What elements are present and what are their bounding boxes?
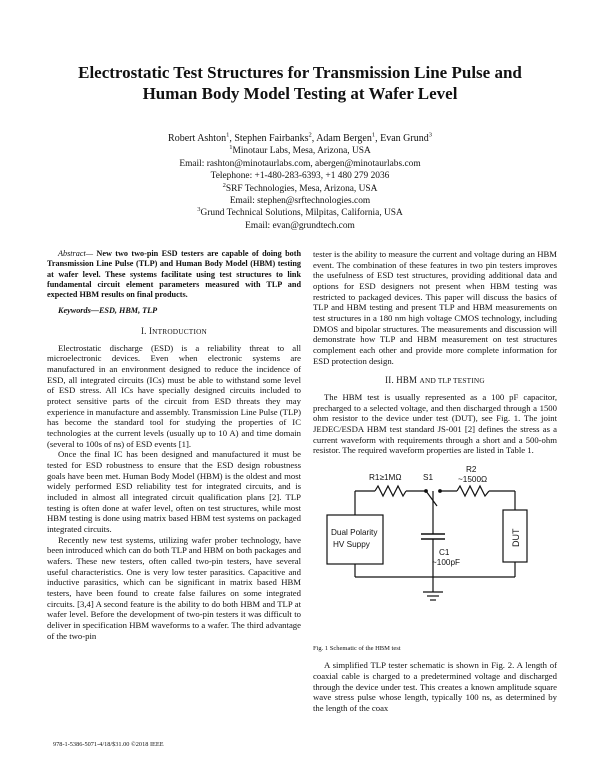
affiliation-sup: 2 xyxy=(308,131,312,139)
phone-1: Telephone: +1-480-283-6393, +1 480 279 2036 xyxy=(210,171,390,182)
resistor-r2 xyxy=(457,486,489,496)
affiliation-3: $^3$Grund Technical Solutions, Milpitas, California, USA xyxy=(197,206,403,219)
abstract xyxy=(47,249,301,300)
keywords: Keywords—ESD, HBM, TLP xyxy=(58,306,158,316)
body-paragraph: The HBM test is usually represented as a 100 pF capacitor, precharged to a selected voltage, and then discharged through a 1500 ohm resistor to the device under test (DUT), see Fig. 1. The joint JEDEC/ESDA HBM test standard JS-001 [2] defines the stress as a current waveform with requirements through a short and a 500-ohm resistor. The required waveform properties are listed in Table 1. xyxy=(313,391,557,456)
c1-value: ~100pF xyxy=(432,557,460,567)
section-heading-introduction: I. INTRODUCTION xyxy=(140,326,208,337)
left-column xyxy=(47,249,301,641)
supply-label-line1: Dual Polarity xyxy=(331,527,378,537)
c1-label: C1 xyxy=(439,547,450,557)
body-paragraph: tester is the ability to measure the current and voltage during an HBM event. The combination of these features in two pin testers improves the usefulness of ESD test structures, providing additional data and options for ESD designers not present when HBM testing was restricted to packaged devices. This paper will discuss the basics of TLP and HBM testing and present TLP and HBM measurements on test structures in a 180 nm high voltage CMOS technology, including DMOS and bipolar structures. The measurements and discussion will demonstrate how TLP and HBM measurement on test structures complement each other and provide more complete information for ESD protection design. xyxy=(313,249,557,366)
body-paragraph: Once the final IC has been designed and manufactured it must be tested for ESD robustness to ensure that the ESD design robustness goals have been met. Human Body Model (HBM) is the oldest and most widely performed ESD reliability test for integrated circuits, and is included in almost all integrated circuit qualification plans [2]. TLP testing is often done at wafer level, often on test structures, while most HBM testing is done using matrix based HBM test systems on packaged integrated circuits. xyxy=(47,449,301,534)
body-paragraph: Recently new test systems, utilizing wafer prober technology, have been introduced which can do both TLP and HBM on both packages and wafers. These new testers, often called two-pin testers, have several useful characteristics. One is very low tester parasitics. Capacitive and inductive parasitics, which can be significant in matrix based HBM testers, have been found to create false failures on some integrated circuits. [3,4] A second feature is the ability to do both HBM and TLP at wafer level. Before the development of two-pin testers it was difficult to deliver in specification HBM waveforms to a wafer. The third advantage of the two-pin xyxy=(47,534,301,641)
figure-hbm-schematic xyxy=(313,462,557,642)
affiliation-sup: 3 xyxy=(428,131,432,139)
author-name: Adam Bergen xyxy=(316,133,372,144)
affiliation-1: $^1$Minotaur Labs, Mesa, Arizona, USA xyxy=(229,144,371,157)
body-paragraph: Electrostatic discharge (ESD) is a reliability threat to all microelectronic devices. Even when electronic systems are manufactured in an environment designed to reduce the incidence of ESD, all integrated circuits (ICs) must be able to withstand some level of ESD stress. All ICs have specially designed circuits included to protect sensitive parts of the circuit from ESD threats they may experience in manufacture and assembly. Transmission Line Pulse (TLP) has become the standard tool for studying the properties of IC technologies at the current levels (usually up to 10 A) and time domain (several to 100s of ns) of ESD events [1]. xyxy=(47,342,301,449)
abstract-label: Abstract— xyxy=(58,249,94,258)
email-3: Email: evan@grundtech.com xyxy=(245,220,355,231)
author-name: Stephen Fairbanks xyxy=(234,133,309,144)
affiliation-sup: 1 xyxy=(371,131,376,139)
r1-label: R1≥1MΩ xyxy=(369,472,402,482)
paper-title xyxy=(40,62,560,104)
copyright-footer: 978-1-5386-5071-4/18/$31.00 ©2018 IEEE xyxy=(53,741,164,748)
s1-label: S1 xyxy=(423,472,434,482)
right-column xyxy=(313,249,557,714)
section-heading-hbm-tlp: II. HBM AND TLP TESTING xyxy=(385,375,485,386)
author-names: Robert Ashton$^1$, Stephen Fairbanks$^2$, Adam Bergen$^1$, Evan Grund$^3$ xyxy=(168,131,432,144)
affiliation-sup: 1 xyxy=(226,131,230,139)
figure-caption: Fig. 1 Schematic of the HBM test xyxy=(313,644,401,652)
hbm-schematic-svg xyxy=(313,462,557,642)
email-1: Email: rashton@minotaurlabs.com, abergen@minotaurlabs.com xyxy=(179,158,421,169)
abstract-text: New two two-pin ESD testers are capable of doing both Transmission Line Pulse (TLP) and Human Body Model (HBM) testing at wafer level. These systems facilitate using test structures to link fundamental circuit element parameters measured with TLP and expected HBM results on final products. xyxy=(47,249,301,300)
author-name: Evan Grund xyxy=(380,133,429,144)
title-line-1: Electrostatic Test Structures for Transmission Line Pulse and xyxy=(78,63,522,82)
title-line-2: Human Body Model Testing at Wafer Level xyxy=(142,84,458,103)
email-2: Email: stephen@srftechnologies.com xyxy=(229,196,371,207)
r2-label: R2 xyxy=(466,464,477,474)
switch-s1-blade xyxy=(426,491,437,506)
author-name: Robert Ashton xyxy=(168,133,227,144)
dut-label: DUT xyxy=(511,528,521,547)
affiliation-2: $^2$SRF Technologies, Mesa, Arizona, USA xyxy=(222,181,378,194)
author-block xyxy=(70,133,530,232)
resistor-r1 xyxy=(375,486,406,496)
supply-label-line2: HV Suppy xyxy=(333,539,370,549)
r2-value: ~1500Ω xyxy=(458,474,488,484)
body-paragraph: A simplified TLP tester schematic is shown in Fig. 2. A length of coaxial cable is charged to a predetermined voltage and discharged through the device under test. This creates a known amplitude square wave stress pulse whose length, typically 100 ns, as determined by the length of the coax xyxy=(313,660,557,714)
